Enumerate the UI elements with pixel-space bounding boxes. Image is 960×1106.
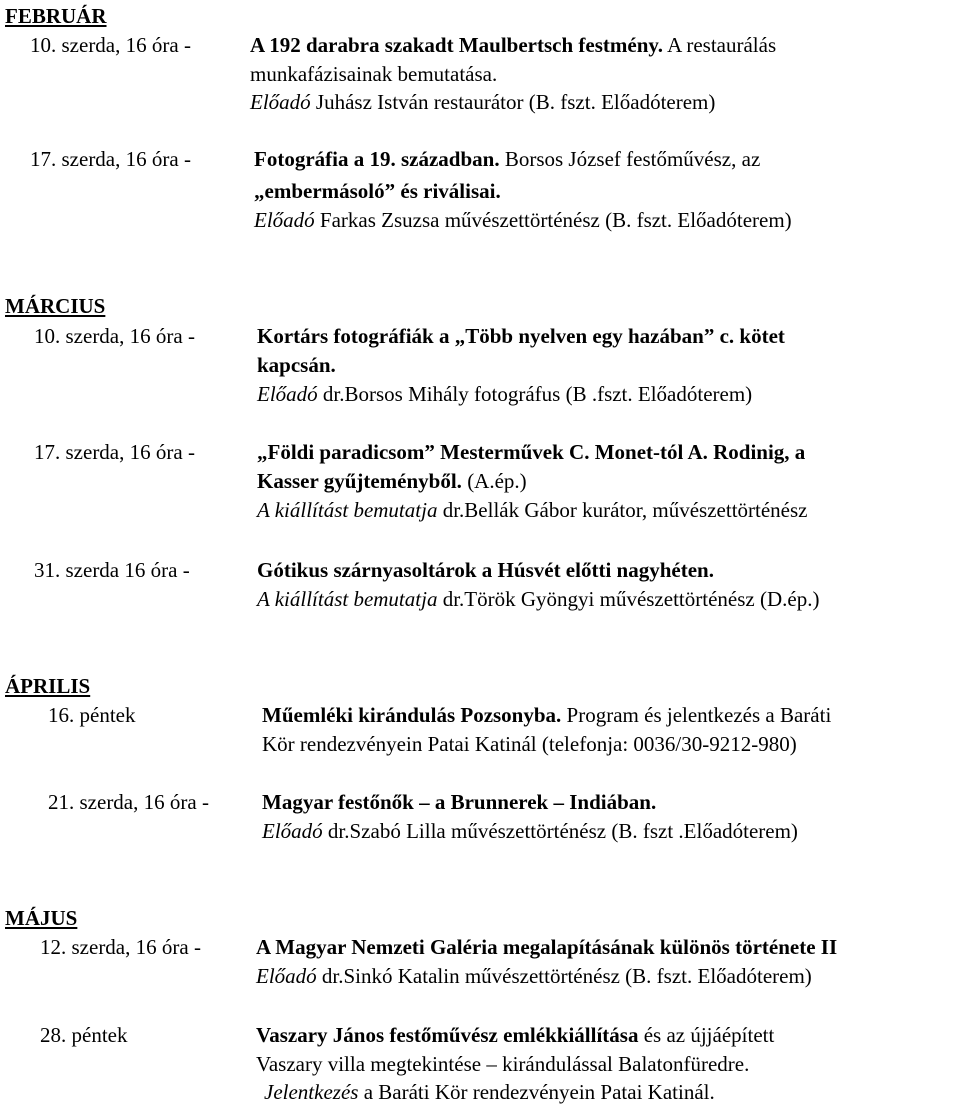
event-apr16-date: 16. péntek — [48, 703, 136, 727]
event-mar17-date: 17. szerda, 16 óra - — [34, 440, 195, 464]
event-apr21-presenter: dr.Szabó Lilla művészettörténész (B. fszt .Előadóterem) — [322, 819, 798, 843]
event-mar17-title1: „Földi paradicsom” Mesterművek C. Monet-tól A. Rodinig, a — [257, 440, 806, 464]
month-heading-marcius: MÁRCIUS — [5, 294, 106, 318]
event-maj28-date: 28. péntek — [40, 1023, 128, 1047]
event-feb17-presenter-line — [254, 206, 792, 234]
event-feb10-line1 — [250, 31, 776, 59]
event-apr16-title: Műemléki kirándulás Pozsonyba. — [262, 703, 562, 727]
event-feb17-desc: Borsos József festőművész, az — [499, 147, 761, 171]
event-mar10-title1: Kortárs fotográfiák a „Több nyelven egy hazában” c. kötet — [257, 324, 785, 348]
event-maj28-line1 — [256, 1021, 774, 1049]
event-maj28-title: Vaszary János festőművész emlékkiállítása — [256, 1023, 639, 1047]
presenter-label: Előadó — [254, 208, 315, 232]
month-heading-februar: FEBRUÁR — [5, 4, 107, 28]
curator-label: A kiállítást bemutatja — [257, 587, 438, 611]
presenter-label: Előadó — [256, 964, 317, 988]
event-maj12-date: 12. szerda, 16 óra - — [40, 935, 201, 959]
event-feb17-title2: „embermásoló” és riválisai. — [254, 179, 501, 203]
event-mar17-title2: Kasser gyűjteményből. — [257, 469, 462, 493]
event-apr16-desc2: Kör rendezvényein Patai Katinál (telefonja: 0036/30-9212-980) — [262, 732, 797, 756]
event-mar31-curator: dr.Török Gyöngyi művészettörténész (D.ép.) — [437, 587, 820, 611]
presenter-label: Előadó — [262, 819, 323, 843]
event-feb10-date: 10. szerda, 16 óra - — [30, 33, 191, 57]
event-feb17-date: 17. szerda, 16 óra - — [30, 147, 191, 171]
event-feb10-presenter: Juhász István restaurátor (B. fszt. Előadóterem) — [310, 90, 716, 114]
event-feb17-presenter: Farkas Zsuzsa művészettörténész (B. fszt. Előadóterem) — [314, 208, 792, 232]
event-apr21-title: Magyar festőnők – a Brunnerek – Indiában. — [262, 790, 657, 814]
event-mar31-date: 31. szerda 16 óra - — [34, 558, 190, 582]
event-mar31-title: Gótikus szárnyasoltárok a Húsvét előtti nagyhéten. — [257, 558, 714, 582]
event-maj12-title: A Magyar Nemzeti Galéria megalapításának különös története II — [256, 935, 838, 959]
event-apr16-desc: Program és jelentkezés a Baráti — [561, 703, 832, 727]
month-heading-majus: MÁJUS — [5, 906, 78, 930]
event-apr16-line1 — [262, 701, 831, 729]
event-mar17-location: (A.ép.) — [461, 469, 527, 493]
event-feb10-title: A 192 darabra szakadt Maulbertsch festmény. — [250, 33, 663, 57]
event-mar17-line2 — [257, 467, 527, 495]
event-maj28-desc3: a Baráti Kör rendezvényein Patai Katinál. — [358, 1080, 715, 1104]
event-mar10-presenter: dr.Borsos Mihály fotográfus (B .fszt. Előadóterem) — [317, 382, 753, 406]
curator-label: A kiállítást bemutatja — [257, 498, 438, 522]
event-mar17-curator-line — [257, 496, 808, 524]
registration-label: Jelentkezés — [264, 1080, 359, 1104]
event-feb17-line1 — [254, 145, 760, 173]
event-apr21-presenter-line — [262, 817, 798, 845]
presenter-label: Előadó — [250, 90, 311, 114]
event-mar10-presenter-line — [257, 380, 752, 408]
event-maj28-desc3-line — [264, 1078, 715, 1106]
event-mar10-title2: kapcsán. — [257, 353, 336, 377]
event-mar17-curator: dr.Bellák Gábor kurátor, művészettörténész — [437, 498, 808, 522]
event-feb10-desc: A restaurálás — [663, 33, 777, 57]
event-apr21-date: 21. szerda, 16 óra - — [48, 790, 209, 814]
month-heading-aprilis: ÁPRILIS — [5, 674, 91, 698]
event-maj12-presenter: dr.Sinkó Katalin művészettörténész (B. fszt. Előadóterem) — [316, 964, 812, 988]
presenter-label: Előadó — [257, 382, 318, 406]
event-feb10-desc2: munkafázisainak bemutatása. — [250, 62, 498, 86]
event-feb10-presenter-line — [250, 88, 715, 116]
event-maj28-desc2: Vaszary villa megtekintése – kirándulással Balatonfüredre. — [256, 1052, 750, 1076]
event-maj12-presenter-line — [256, 962, 812, 990]
event-mar31-curator-line — [257, 585, 819, 613]
event-mar10-date: 10. szerda, 16 óra - — [34, 324, 195, 348]
event-maj28-desc: és az újjáépített — [638, 1023, 775, 1047]
event-feb17-title: Fotográfia a 19. században. — [254, 147, 500, 171]
